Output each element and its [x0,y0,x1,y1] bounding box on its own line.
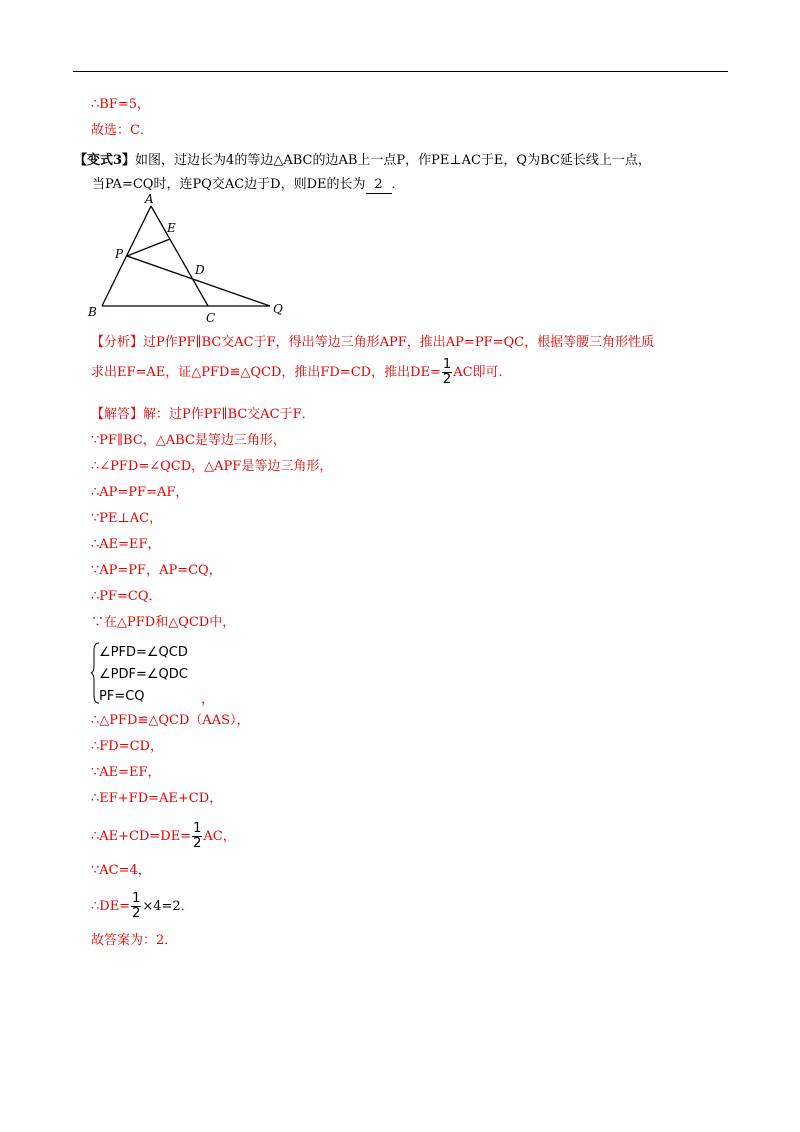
analysis-text-2b: AC即可． [453,365,512,380]
question-text-1: 如图，过边长为4的等边△ABC的边AB上一点P，作PE⊥AC于E，Q为BC延长线上一点， [135,153,651,168]
analysis-text-2a: 求出EF=AE，证△PFD≌△QCD，推出FD=CD，推出DE= [91,365,441,380]
answer-blank: 2 [366,177,392,194]
solution-tag: 【解答】 [91,407,144,422]
solution-step: ∴AP=PF=AF， [91,485,189,500]
question-text-2b: ． [391,177,405,192]
solution-step: ∵PF∥BC，△ABC是等边三角形， [91,433,286,448]
solution-step: ∴EF+FD=AE+CD， [91,791,223,806]
solution-step: ∵在△PFD和△QCD中， [91,615,236,630]
label-p: P [115,247,124,261]
question-block [74,149,734,197]
fraction-half: $\frac{1}{2}$ [193,821,202,851]
solution-step: ∴PF=CQ． [91,589,162,604]
label-e: E [167,221,176,235]
question-line-1 [74,149,734,173]
step-half-b: AC， [203,829,236,844]
geometry-figure [84,192,304,330]
step-de-b: ×4=2 [142,899,181,914]
solution-step: ∴△PFD≌△QCD（AAS）， [91,713,250,728]
final-answer: 故答案为：2． [91,933,178,948]
solution-step: ∵AE=EF， [91,765,161,780]
solution-intro: 解：过P作PF∥BC交AC于F． [143,407,315,422]
label-d: D [195,263,205,277]
analysis-line-1 [91,334,741,352]
solution-step: ∵PE⊥AC， [91,511,163,526]
system-comma: ， [201,692,215,707]
solution-step-half [91,822,741,851]
segment-ab [102,206,151,306]
label-b: B [88,305,97,319]
question-text-2a: 当PA=CQ时，连PQ交AC边于D，则DE的长为 [92,177,366,192]
analysis-text-1: 过P作PF∥BC交AC于F，得出等边三角形APF，推出AP=PF=QC，根据等腰三角形性质 [143,335,655,350]
step-de-c: ． [180,899,194,914]
analysis-tag: 【分析】 [91,335,144,350]
solution-step: ∴FD=CD， [91,739,163,754]
solution-step: ∵AC=4， [91,863,151,878]
solution-step-de [91,892,741,921]
label-c: C [206,311,216,325]
system-row: ∠PFD=∠QCD [99,645,188,660]
label-a: A [145,192,154,206]
solution-step: ∴∠PFD=∠QCD，△APF是等边三角形， [91,459,333,474]
question-tag: 【变式3】 [74,153,136,168]
solution-intro-line [91,406,741,424]
label-q: Q [273,302,283,316]
solution-step: ∴AE=EF， [91,537,161,552]
step-de-a: ∴DE= [91,899,131,914]
line-choice: 故选：C． [91,123,153,138]
line-bf: ∴BF=5， [91,97,151,112]
analysis-line-2 [91,358,741,387]
step-half-a: ∴AE+CD=DE= [91,829,192,844]
system-row: PF=CQ [99,689,145,704]
segment-ac [151,206,208,306]
system-row: ∠PDF=∠QDC [99,667,188,682]
fraction-half: $\frac{1}{2}$ [132,891,141,921]
header-rule [73,71,728,72]
solution-step: ∵AP=PF，AP=CQ， [91,563,222,578]
fraction-half: $\frac{1}{2}$ [442,357,452,387]
